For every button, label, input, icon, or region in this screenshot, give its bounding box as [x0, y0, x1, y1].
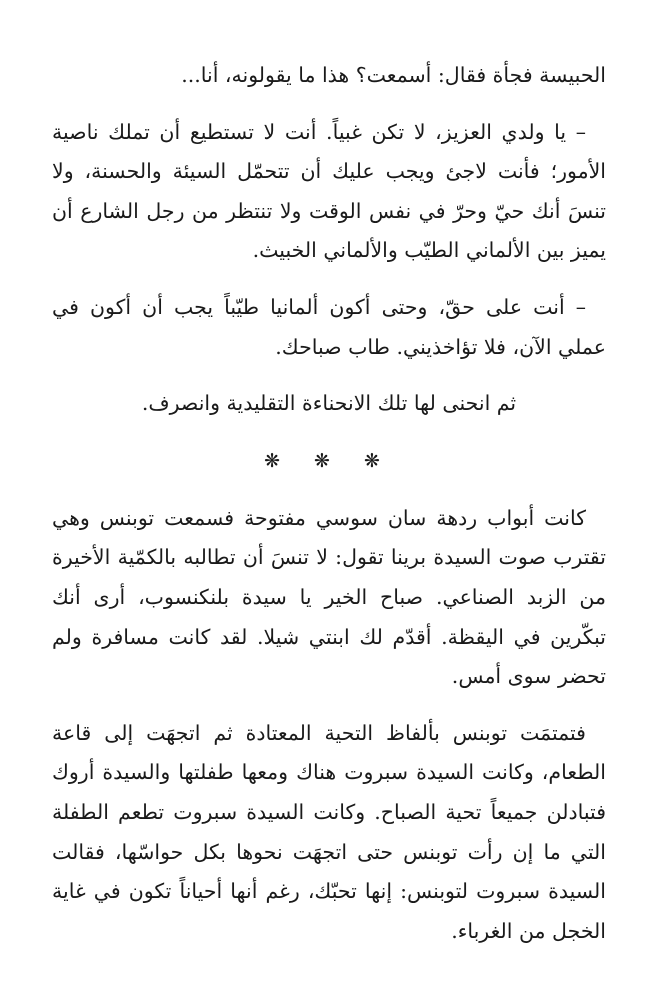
- paragraph-section-start: كانت أبواب ردهة سان سوسي مفتوحة فسمعت توبنس وهي تقترب صوت السيدة برينا تقول: لا تنسَ أن تطالبه بالكمّية الأخيرة من الزبد الصناعي. صباح الخير يا سيدة بلنكنسوب، أرى أنك تبكّرين في اليقظة. أقدّم لك ابنتي شيلا. لقد كانت مسافرة ولم تحضر سوى أمس.: [52, 505, 606, 689]
- paragraph-narration: ثم انحنى لها تلك الانحناءة التقليدية وانصرف.: [141, 391, 517, 416]
- book-page: [52, 56, 606, 968]
- paragraph-closing: فتمتمَت توبنس بألفاظ التحية المعتادة ثم اتجهَت إلى قاعة الطعام، وكانت السيدة سبروت هناك ومعها طفلتها والسيدة أروك فتبادلن جميعاً تحية الصباح. وكانت السيدة سبروت تطعم الطفلة التي ما إن رأت توبنس حتى اتجهَت نحوها بكل حواسّها، فقالت السيدة سبروت لتوبنس: إنها تحبّك، رغم أنها أحياناً تكون في غاية الخجل من الغرباء.: [52, 720, 606, 943]
- paragraph-dialogue-2: – أنت على حقّ، وحتى أكون ألمانيا طيّباً يجب أن أكون في عملي الآن، فلا تؤاخذيني. طاب صباحك.: [52, 294, 606, 359]
- paragraph-continuation: الحبيسة فجأة فقال: أسمعت؟ هذا ما يقولونه، أنا...: [181, 63, 606, 87]
- section-separator: ❋ ❋ ❋: [264, 449, 394, 472]
- paragraph-dialogue-1: – يا ولدي العزيز، لا تكن غبياً. أنت لا تستطيع أن تملك ناصية الأمور؛ فأنت لاجئ ويجب عليك أن تتحمّل السيئة والحسنة، ولا تنسَ أنك حيّ وحرّ في نفس الوقت ولا تنتظر من رجل الشارع أن يميز بين الألماني الطيّب والألماني الخبيث.: [52, 119, 606, 263]
